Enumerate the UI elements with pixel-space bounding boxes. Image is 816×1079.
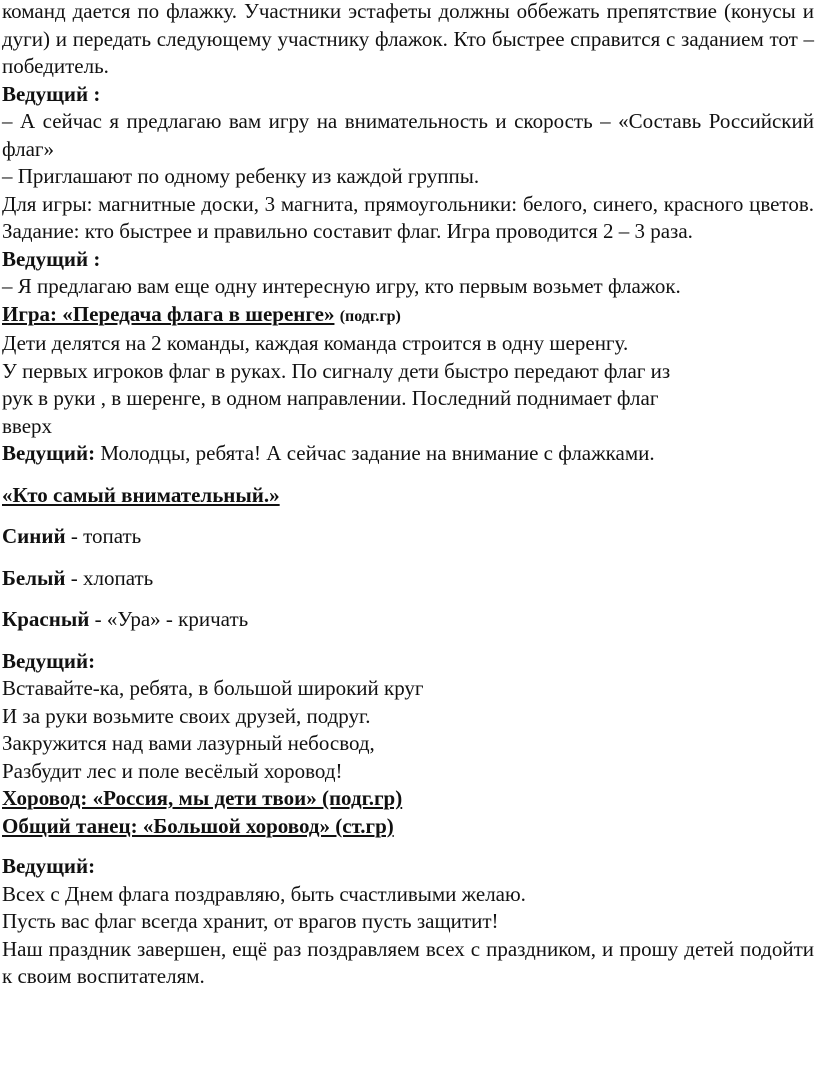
host-label: Ведущий: <box>2 854 96 878</box>
poem-line: Вставайте-ка, ребята, в большой широкий круг <box>2 676 424 700</box>
color-rule-blue <box>0 523 816 551</box>
game-rule-line: вверх <box>2 413 53 438</box>
color-label: Синий <box>2 524 66 548</box>
flag-game-intro: – А сейчас я предлагаю вам игру на внимательность и скорость – «Составь Российский флаг» <box>2 109 814 161</box>
color-rule-red <box>0 606 816 634</box>
game-heading <box>0 301 816 331</box>
closing-paragraph: Наш праздник завершен, ещё раз поздравляем всех с праздником, и прошу детей подойти к своим воспитателям. <box>2 936 814 988</box>
poem-line: Разбудит лес и поле весёлый хоровод! <box>2 758 343 783</box>
host-label: Ведущий: <box>2 441 96 465</box>
second-game-intro: – Я предлагаю вам еще одну интересную игру, кто первым возьмет флажок. <box>2 274 681 298</box>
color-rule-white <box>0 565 816 593</box>
invite-line: – Приглашают по одному ребенку из каждой группы. <box>2 164 480 188</box>
closing-line: Всех с Днем флага поздравляю, быть счастливыми желаю. <box>2 881 526 906</box>
dance-general: Общий танец: «Большой хоровод» (ст.гр) <box>2 813 394 838</box>
game-group: (подг.гр) <box>339 307 401 325</box>
attention-title: «Кто самый внимательный.» <box>2 482 280 507</box>
game-rule-line: Дети делятся на 2 команды, каждая команда строится в одну шеренгу. <box>2 331 629 355</box>
game-description: Для игры: магнитные доски, 3 магнита, прямоугольники: белого, синего, красного цветов. Задание: кто быстрее и правильно составит флаг. Игра проводится 2 – 3 раза. <box>2 191 814 243</box>
poem-line: И за руки возьмите своих друзей, подруг. <box>2 703 371 728</box>
color-action: - хлопать <box>65 565 154 590</box>
closing-line: Пусть вас флаг всегда хранит, от врагов пусть защитит! <box>2 909 499 933</box>
game-rule-line: У первых игроков флаг в руках. По сигналу дети быстро передают флаг из <box>2 358 671 383</box>
color-action: - топать <box>65 524 142 548</box>
color-label: Белый <box>2 565 66 590</box>
host-label: Ведущий: <box>2 648 96 673</box>
host-praise-text: Молодцы, ребята! А сейчас задание на внимание с флажками. <box>95 441 655 465</box>
poem-line: Закружится над вами лазурный небосвод, <box>2 731 375 755</box>
host-praise <box>0 440 816 468</box>
game-rule-line: рук в руки , в шеренге, в одном направлении. Последний поднимает флаг <box>2 386 659 410</box>
relay-paragraph: команд дается по флажку. Участники эстафеты должны оббежать препятствие (конусы и дуги) и передать следующему участнику флажок. Кто быстрее справится с заданием тот – победитель. <box>2 0 814 78</box>
host-label: Ведущий : <box>2 246 101 271</box>
host-label: Ведущий : <box>2 81 101 106</box>
dance-round: Хоровод: «Россия, мы дети твои» (подг.гр) <box>2 786 403 810</box>
color-action: - «Ура» - кричать <box>89 607 249 631</box>
game-title: Игра: «Передача флага в шеренге» <box>2 301 335 326</box>
color-label: Красный <box>2 607 90 631</box>
